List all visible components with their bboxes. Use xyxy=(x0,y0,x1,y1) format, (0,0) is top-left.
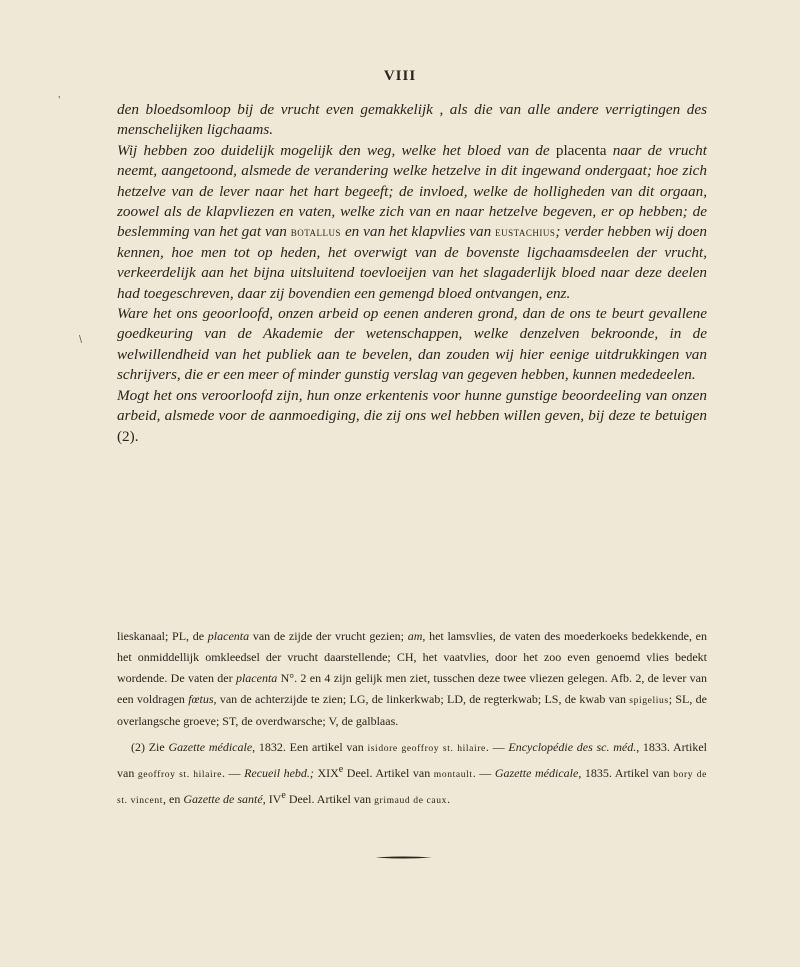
author-name: botallus xyxy=(290,224,342,240)
page-number: VIII xyxy=(383,68,417,84)
author-name: eustachius xyxy=(495,224,556,240)
footnote-2: (2) Zie Gazette médicale, 1832. Een artikel van isidore geoffroy st. hilaire. — Encyclopédie des sc. méd., 1833. Artikel van geoffroy st. hilaire. — Recueil hebd.; XIXe Deel. Artikel van montault. — Gazette médicale, 1835. Artikel van bory de st. vincent, en Gazette de santé, IVe Deel. Artikel van grimaud de caux. xyxy=(117,740,708,806)
author-name: isidore geoffroy st. hilaire xyxy=(367,743,486,754)
main-text xyxy=(117,100,707,447)
author-name: grimaud de caux xyxy=(374,795,448,806)
corner-mark: ‚ xyxy=(58,88,61,100)
footnote-continued: lieskanaal; PL, de placenta van de zijde der vrucht gezien; am, het lamsvlies, de vaten des moederkoeks bedekkende, en het onmiddellijk omkleedsel der vrucht daarstellende; CH, het vaatvlies, door het zoo even genoemd vlies bedekt wordende. De vaten der placenta N°. 2 en 4 zijn gelijk men ziet, tusschen deze twee vliezen gelegen. Afb. 2, de lever van een voldragen fœtus, van de achterzijde te zien; LG, de linkerkwab; LD, de regterkwab; LS, de kwab van spigelius; SL, de overlangsche groeve; ST, de overdwarsche; V, de galblaas. xyxy=(117,629,707,728)
end-rule xyxy=(376,856,432,859)
paragraph-4: Mogt het ons veroorloofd zijn, hun onze erkentenis voor hunne gunstige beoordeeling van onzen arbeid, alsmede voor de aanmoediging, die zij ons wel hebben willen geven, bij deze te betuigen (2). xyxy=(117,386,707,445)
paragraph-2: Wij hebben zoo duidelijk mogelijk den weg, welke het bloed van de placenta naar de vrucht neemt, aangetoond, alsmede de verandering welke hetzelve in dit ingewand ondergaat; hoe zich hetzelve van de lever naar het hart begeeft; de invloed, welke de holligheden van dit orgaan, zoowel als de klapvliezen en vaten, welke zich van en naar hetzelve begeven, er op hebben; de beslemming van het gat van botallus en van het klapvlies van eustachius; verder hebben wij doen kennen, hoe men tot op heden, het overwigt van de bovenste ligchaamsdeelen der vrucht, verkeerdelijk aan het bijna uitsluitend toevloeijen van het slagaderlijk bloed naar deze deelen had toegeschreven, daar zij bovendien een gemengd bloed ontvangen, enz. xyxy=(117,141,708,302)
paragraph-3: Ware het ons geoorloofd, onzen arbeid op eenen anderen grond, dan de ons te beurt gevallene goedkeuring van de Akademie der wetenschappen, welke denzelven bekroonde, in de welwillendheid van het publiek aan te bevelen, dan zouden wij hier eenige uitdrukkingen van schrijvers, die er een meer of minder gunstig verslag van gegeven hebben, kunnen mededeelen. xyxy=(117,305,707,384)
author-name: bory de st. vincent xyxy=(117,769,708,806)
margin-mark: \ xyxy=(79,334,83,346)
author-name: montault xyxy=(433,769,473,780)
paragraph-1: den bloedsomloop bij de vrucht even gemakkelijk , als die van alle andere verrigtingen des menschelijken ligchaams. xyxy=(117,101,707,139)
author-name: spigelius xyxy=(629,695,669,706)
footnote-ref: (2). xyxy=(117,427,139,445)
author-name: geoffroy st. hilaire xyxy=(137,769,222,780)
footnotes xyxy=(117,626,707,811)
